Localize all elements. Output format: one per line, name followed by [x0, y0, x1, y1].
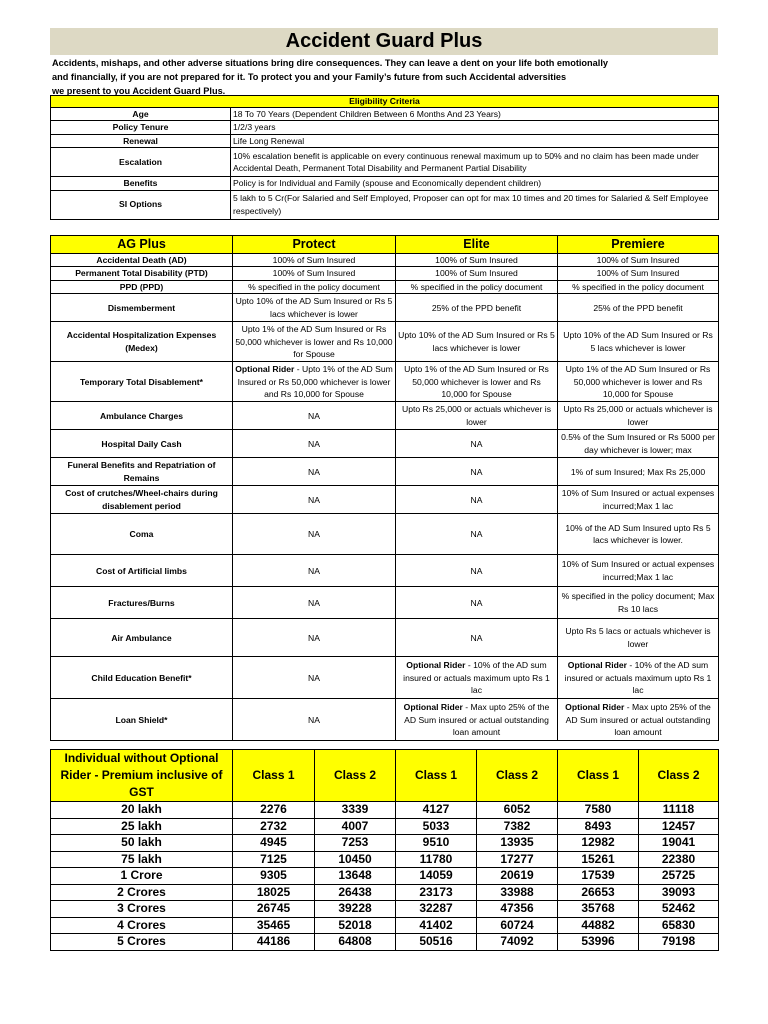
eligibility-value: 10% escalation benefit is applicable on every continuous renewal maximum up to 50% and no claim has been made under Accidental Death, Permanent Total Disability and Permanent Partial Disability [231, 148, 719, 177]
sum-insured-label: 20 lakh [51, 802, 233, 819]
feature-row [51, 458, 719, 486]
premium-row [51, 917, 719, 934]
feature-label: Hospital Daily Cash [51, 430, 233, 458]
feature-row [51, 322, 719, 362]
feature-row [51, 294, 719, 322]
premium-value: 53996 [558, 934, 639, 951]
premiere-cell: 100% of Sum Insured [558, 254, 719, 267]
sum-insured-label: 5 Crores [51, 934, 233, 951]
premium-value: 8493 [558, 818, 639, 835]
premium-value: 15261 [558, 851, 639, 868]
premium-value: 7125 [233, 851, 315, 868]
intro-line: we present to you Accident Guard Plus. [52, 86, 226, 96]
premium-header-label: Individual without Optional Rider - Premium inclusive of GST [51, 750, 233, 802]
protect-cell: NA [233, 458, 396, 486]
intro-line: Accidents, mishaps, and other adverse situations bring dire consequences. They can leave a dent on your life both emotionally [52, 58, 608, 68]
elite-cell: NA [396, 486, 558, 514]
eligibility-table [50, 95, 719, 220]
feature-row [51, 486, 719, 514]
premium-value: 26653 [558, 884, 639, 901]
premium-value: 39228 [315, 901, 396, 918]
premium-value: 4127 [396, 802, 477, 819]
elite-cell: % specified in the policy document [396, 280, 558, 293]
premiere-cell: 25% of the PPD benefit [558, 294, 719, 322]
sum-insured-label: 25 lakh [51, 818, 233, 835]
protect-cell: NA [233, 430, 396, 458]
feature-label: Child Education Benefit* [51, 657, 233, 699]
premiere-cell: 100% of Sum Insured [558, 267, 719, 280]
protect-cell: NA [233, 619, 396, 657]
elite-cell: NA [396, 555, 558, 587]
protect-cell: NA [233, 587, 396, 619]
class-header: Class 2 [315, 750, 396, 802]
feature-label: Cost of Artificial limbs [51, 555, 233, 587]
sum-insured-label: 4 Crores [51, 917, 233, 934]
feature-label: Temporary Total Disablement* [51, 362, 233, 402]
feature-row [51, 362, 719, 402]
sum-insured-label: 2 Crores [51, 884, 233, 901]
elite-cell: NA [396, 430, 558, 458]
protect-cell: Upto 10% of the AD Sum Insured or Rs 5 lacs whichever is lower [233, 294, 396, 322]
protect-cell: 100% of Sum Insured [233, 254, 396, 267]
premium-value: 11780 [396, 851, 477, 868]
intro-line: and financially, if you are not prepared for it. To protect you and your Family’s future from such Accidental adversities [52, 72, 567, 82]
feature-row [51, 514, 719, 555]
feature-row [51, 587, 719, 619]
class-header: Class 1 [558, 750, 639, 802]
protect-cell: NA [233, 486, 396, 514]
col-header-ag-plus: AG Plus [51, 236, 233, 254]
elite-cell: 100% of Sum Insured [396, 254, 558, 267]
premium-value: 12457 [639, 818, 719, 835]
premium-value: 13935 [477, 835, 558, 852]
premium-value: 52462 [639, 901, 719, 918]
premium-value: 44186 [233, 934, 315, 951]
elite-cell: 25% of the PPD benefit [396, 294, 558, 322]
premium-row [51, 835, 719, 852]
premium-value: 4007 [315, 818, 396, 835]
premium-row [51, 818, 719, 835]
col-header-premiere: Premiere [558, 236, 719, 254]
elite-cell: NA [396, 587, 558, 619]
protect-cell [233, 362, 396, 402]
eligibility-value: 1/2/3 years [231, 121, 719, 134]
eligibility-label: Age [51, 108, 231, 121]
premiere-cell: 1% of sum Insured; Max Rs 25,000 [558, 458, 719, 486]
elite-cell: Upto 10% of the AD Sum Insured or Rs 5 lacs whichever is lower [396, 322, 558, 362]
premium-value: 4945 [233, 835, 315, 852]
premium-value: 65830 [639, 917, 719, 934]
feature-row [51, 430, 719, 458]
premium-value: 44882 [558, 917, 639, 934]
premium-value: 2732 [233, 818, 315, 835]
feature-label: Permanent Total Disability (PTD) [51, 267, 233, 280]
feature-label: Fractures/Burns [51, 587, 233, 619]
premium-value: 9305 [233, 868, 315, 885]
premium-value: 52018 [315, 917, 396, 934]
col-header-elite: Elite [396, 236, 558, 254]
premiere-cell: 10% of Sum Insured or actual expenses incurred;Max 1 lac [558, 486, 719, 514]
feature-label: Accidental Death (AD) [51, 254, 233, 267]
elite-cell-text: - 10% of the AD sum insured or actuals maximum upto Rs 1 lac [403, 660, 550, 695]
premium-value: 13648 [315, 868, 396, 885]
optional-rider-label: Optional Rider [235, 364, 295, 375]
premium-value: 7382 [477, 818, 558, 835]
premium-value: 64808 [315, 934, 396, 951]
feature-row [51, 254, 719, 267]
feature-row [51, 402, 719, 430]
premium-value: 14059 [396, 868, 477, 885]
feature-label: Accidental Hospitalization Expenses (Medex) [51, 322, 233, 362]
premiere-cell: % specified in the policy document; Max Rs 10 lacs [558, 587, 719, 619]
protect-cell: NA [233, 699, 396, 741]
feature-row [51, 657, 719, 699]
premium-row [51, 901, 719, 918]
premiere-cell: Upto Rs 25,000 or actuals whichever is lower [558, 402, 719, 430]
feature-row [51, 699, 719, 741]
premium-value: 11118 [639, 802, 719, 819]
protect-cell: NA [233, 657, 396, 699]
elite-cell: NA [396, 619, 558, 657]
premium-value: 10450 [315, 851, 396, 868]
premiere-cell: Upto Rs 5 lacs or actuals whichever is lower [558, 619, 719, 657]
feature-row [51, 280, 719, 293]
premium-value: 25725 [639, 868, 719, 885]
feature-label: Coma [51, 514, 233, 555]
class-header: Class 1 [233, 750, 315, 802]
sum-insured-label: 1 Crore [51, 868, 233, 885]
premium-value: 39093 [639, 884, 719, 901]
premium-value: 6052 [477, 802, 558, 819]
optional-rider-label: Optional Rider [565, 702, 625, 713]
premium-row [51, 884, 719, 901]
elite-cell: NA [396, 514, 558, 555]
optional-rider-label: Optional Rider [403, 702, 463, 713]
premium-value: 35768 [558, 901, 639, 918]
premiere-cell: Upto 10% of the AD Sum Insured or Rs 5 lacs whichever is lower [558, 322, 719, 362]
premium-value: 18025 [233, 884, 315, 901]
eligibility-value: 18 To 70 Years (Dependent Children Between 6 Months And 23 Years) [231, 108, 719, 121]
protect-cell: 100% of Sum Insured [233, 267, 396, 280]
feature-row [51, 555, 719, 587]
premium-value: 32287 [396, 901, 477, 918]
premiere-cell [558, 657, 719, 699]
premium-value: 12982 [558, 835, 639, 852]
feature-row [51, 619, 719, 657]
feature-label: Cost of crutches/Wheel-chairs during disablement period [51, 486, 233, 514]
col-header-protect: Protect [233, 236, 396, 254]
elite-cell: Upto 1% of the AD Sum Insured or Rs 50,000 whichever is lower and Rs 10,000 for Spouse [396, 362, 558, 402]
sum-insured-label: 75 lakh [51, 851, 233, 868]
premiere-cell: 10% of Sum Insured or actual expenses incurred;Max 1 lac [558, 555, 719, 587]
elite-cell: Upto Rs 25,000 or actuals whichever is lower [396, 402, 558, 430]
features-table [50, 235, 719, 741]
premium-row [51, 802, 719, 819]
eligibility-label: Escalation [51, 148, 231, 177]
protect-cell-text: - Upto 1% of the AD Sum Insured or Rs 50,000 whichever is lower and Rs 10,000 for Spouse [237, 364, 393, 399]
premium-value: 7580 [558, 802, 639, 819]
premium-value: 5033 [396, 818, 477, 835]
elite-cell: 100% of Sum Insured [396, 267, 558, 280]
premium-value: 17539 [558, 868, 639, 885]
premium-value: 2276 [233, 802, 315, 819]
class-header: Class 2 [639, 750, 719, 802]
premium-value: 7253 [315, 835, 396, 852]
sum-insured-label: 3 Crores [51, 901, 233, 918]
premium-value: 23173 [396, 884, 477, 901]
elite-cell [396, 699, 558, 741]
premiere-cell [558, 699, 719, 741]
sum-insured-label: 50 lakh [51, 835, 233, 852]
feature-label: PPD (PPD) [51, 280, 233, 293]
premium-row [51, 851, 719, 868]
premium-value: 17277 [477, 851, 558, 868]
protect-cell: NA [233, 555, 396, 587]
protect-cell: NA [233, 402, 396, 430]
optional-rider-label: Optional Rider [406, 660, 466, 671]
eligibility-value: 5 lakh to 5 Cr(For Salaried and Self Employed, Proposer can opt for max 10 times and 20 times for Salaried & Self Employee respectively) [231, 190, 719, 219]
premium-value: 35465 [233, 917, 315, 934]
eligibility-header: Eligibility Criteria [51, 96, 719, 108]
premium-value: 20619 [477, 868, 558, 885]
eligibility-label: Renewal [51, 134, 231, 147]
premiere-cell: 0.5% of the Sum Insured or Rs 5000 per day whichever is lower; max [558, 430, 719, 458]
premium-value: 3339 [315, 802, 396, 819]
premium-row [51, 934, 719, 951]
premiere-cell: 10% of the AD Sum Insured upto Rs 5 lacs whichever is lower. [558, 514, 719, 555]
premium-value: 60724 [477, 917, 558, 934]
premium-value: 26438 [315, 884, 396, 901]
feature-row [51, 267, 719, 280]
eligibility-label: Policy Tenure [51, 121, 231, 134]
elite-cell: NA [396, 458, 558, 486]
eligibility-value: Policy is for Individual and Family (spouse and Economically dependent children) [231, 177, 719, 190]
class-header: Class 2 [477, 750, 558, 802]
eligibility-value: Life Long Renewal [231, 134, 719, 147]
premium-value: 22380 [639, 851, 719, 868]
elite-cell [396, 657, 558, 699]
protect-cell: % specified in the policy document [233, 280, 396, 293]
premium-value: 26745 [233, 901, 315, 918]
premiere-cell: % specified in the policy document [558, 280, 719, 293]
feature-label: Ambulance Charges [51, 402, 233, 430]
intro-text [52, 56, 712, 98]
feature-label: Funeral Benefits and Repatriation of Remains [51, 458, 233, 486]
eligibility-label: SI Options [51, 190, 231, 219]
class-header: Class 1 [396, 750, 477, 802]
protect-cell: Upto 1% of the AD Sum Insured or Rs 50,000 whichever is lower and Rs 10,000 for Spouse [233, 322, 396, 362]
premium-table [50, 749, 719, 951]
eligibility-label: Benefits [51, 177, 231, 190]
premium-value: 74092 [477, 934, 558, 951]
feature-label: Dismemberment [51, 294, 233, 322]
premium-value: 47356 [477, 901, 558, 918]
premiere-cell-text: - 10% of the AD sum insured or actuals maximum upto Rs 1 lac [564, 660, 712, 695]
premium-value: 9510 [396, 835, 477, 852]
premiere-cell: Upto 1% of the AD Sum Insured or Rs 50,000 whichever is lower and Rs 10,000 for Spouse [558, 362, 719, 402]
feature-label: Air Ambulance [51, 619, 233, 657]
premium-row [51, 868, 719, 885]
premium-value: 19041 [639, 835, 719, 852]
premiere-cell-text: - Max upto 25% of the AD Sum insured or actual outstanding loan amount [565, 702, 711, 737]
premium-value: 50516 [396, 934, 477, 951]
premium-value: 79198 [639, 934, 719, 951]
premium-value: 33988 [477, 884, 558, 901]
premium-value: 41402 [396, 917, 477, 934]
feature-label: Loan Shield* [51, 699, 233, 741]
elite-cell-text: - Max upto 25% of the AD Sum insured or actual outstanding loan amount [404, 702, 550, 737]
page-title: Accident Guard Plus [50, 28, 718, 55]
premium-rows [51, 802, 719, 951]
optional-rider-label: Optional Rider [567, 660, 627, 671]
protect-cell: NA [233, 514, 396, 555]
